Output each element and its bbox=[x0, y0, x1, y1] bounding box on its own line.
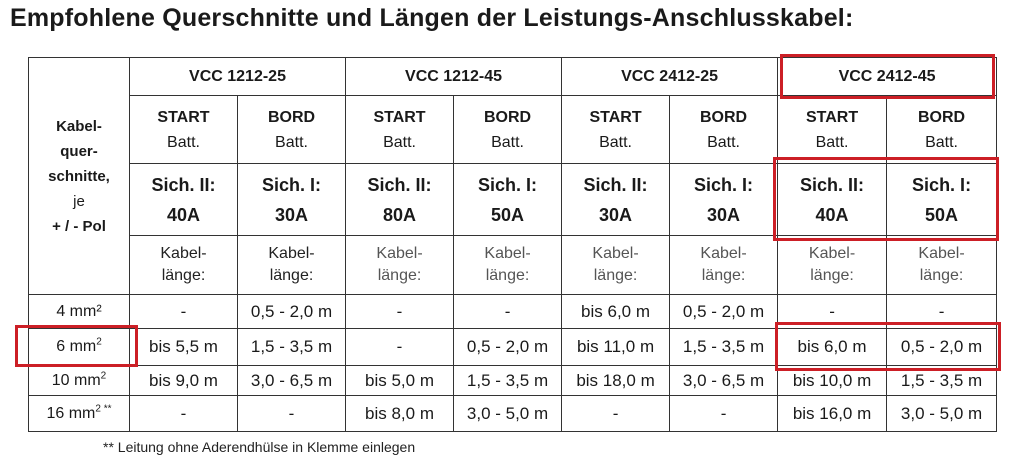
length-cell: bis 11,0 m bbox=[562, 329, 670, 366]
fuse-cell bbox=[887, 164, 997, 236]
length-header bbox=[887, 236, 997, 295]
length-label: länge: bbox=[701, 267, 746, 284]
length-label: Kabel- bbox=[376, 245, 423, 262]
length-cell: bis 6,0 m bbox=[778, 329, 887, 366]
length-cell: - bbox=[778, 295, 887, 329]
fuse-amp: 40A bbox=[166, 204, 201, 225]
fuse-amp: 50A bbox=[491, 204, 525, 225]
fuse-label: Sich. II: bbox=[367, 174, 432, 195]
cross-section-cell: 4 mm² bbox=[29, 295, 130, 329]
fuse-amp: 30A bbox=[274, 204, 309, 225]
battery-label: BORD bbox=[267, 108, 316, 126]
model-header: VCC 1212-25 bbox=[130, 58, 346, 96]
length-cell: bis 6,0 m bbox=[562, 295, 670, 329]
length-cell: 3,0 - 6,5 m bbox=[670, 366, 778, 396]
length-cell: - bbox=[130, 396, 238, 432]
length-cell: 1,5 - 3,5 m bbox=[238, 329, 346, 366]
length-header bbox=[130, 236, 238, 295]
table-row bbox=[29, 396, 997, 432]
fuse-label: Sich. I: bbox=[694, 174, 754, 195]
length-header bbox=[670, 236, 778, 295]
length-cell: 0,5 - 2,0 m bbox=[670, 295, 778, 329]
battery-sub: Batt. bbox=[599, 133, 632, 151]
cross-section-cell: 10 $mm^2$ bbox=[29, 366, 130, 396]
model-header: VCC 2412-25 bbox=[562, 58, 778, 96]
length-cell: 3,0 - 5,0 m bbox=[454, 396, 562, 432]
length-label: länge: bbox=[919, 267, 964, 284]
row-header-line: + / - Pol bbox=[52, 217, 106, 235]
battery-label: START bbox=[373, 108, 426, 126]
length-cell: - bbox=[238, 396, 346, 432]
length-cell: 3,0 - 6,5 m bbox=[238, 366, 346, 396]
battery-label: START bbox=[157, 108, 210, 126]
length-cell: 0,5 - 2,0 m bbox=[238, 295, 346, 329]
fuse-label: Sich. I: bbox=[912, 174, 972, 195]
length-cell: - bbox=[562, 396, 670, 432]
battery-header-start bbox=[778, 96, 887, 164]
battery-label: BORD bbox=[918, 108, 966, 126]
battery-header-start bbox=[130, 96, 238, 164]
row-header-line: schnitte, bbox=[48, 167, 110, 185]
length-header bbox=[454, 236, 562, 295]
battery-sub: Batt. bbox=[167, 133, 200, 151]
battery-sub: Batt. bbox=[491, 133, 524, 151]
table-row bbox=[29, 295, 997, 329]
length-header bbox=[238, 236, 346, 295]
fuse-amp: 40A bbox=[815, 204, 849, 225]
length-label: länge: bbox=[485, 267, 530, 284]
battery-sub: Batt. bbox=[815, 133, 849, 151]
fuse-label: Sich. I: bbox=[262, 174, 322, 195]
length-label: länge: bbox=[269, 267, 314, 284]
length-cell: 1,5 - 3,5 m bbox=[454, 366, 562, 396]
fuse-cell bbox=[238, 164, 346, 236]
model-header: VCC 1212-45 bbox=[346, 58, 562, 96]
length-header bbox=[562, 236, 670, 295]
fuse-amp: 30A bbox=[707, 204, 741, 225]
fuse-cell bbox=[670, 164, 778, 236]
length-cell: bis 10,0 m bbox=[778, 366, 887, 396]
length-cell: - bbox=[670, 396, 778, 432]
fuse-label: Sich. II: bbox=[800, 174, 865, 195]
length-label: Kabel- bbox=[700, 245, 747, 262]
length-label: Kabel- bbox=[808, 245, 856, 262]
battery-label: BORD bbox=[699, 108, 748, 126]
fuse-label: Sich. II: bbox=[583, 174, 648, 195]
length-label: Kabel- bbox=[484, 245, 531, 262]
battery-header-start bbox=[346, 96, 454, 164]
length-label: Kabel- bbox=[592, 245, 639, 262]
length-cell: 1,5 - 3,5 m bbox=[670, 329, 778, 366]
fuse-amp: 50A bbox=[925, 204, 959, 225]
length-cell: - bbox=[346, 329, 454, 366]
length-cell: - bbox=[130, 295, 238, 329]
length-cell: 0,5 - 2,0 m bbox=[887, 329, 997, 366]
battery-label: BORD bbox=[483, 108, 532, 126]
fuse-cell bbox=[454, 164, 562, 236]
length-cell: bis 5,5 m bbox=[130, 329, 238, 366]
fuse-amp: 30A bbox=[599, 204, 633, 225]
length-header bbox=[778, 236, 887, 295]
battery-sub: Batt. bbox=[383, 133, 416, 151]
fuse-amp: 80A bbox=[383, 204, 417, 225]
cable-table bbox=[28, 57, 996, 431]
length-header bbox=[346, 236, 454, 295]
battery-sub: Batt. bbox=[925, 133, 958, 151]
fuse-cell bbox=[130, 164, 238, 236]
fuse-cell bbox=[778, 164, 887, 236]
row-header-line: Kabel- bbox=[56, 117, 102, 135]
battery-header-bord bbox=[670, 96, 778, 164]
length-label: Kabel- bbox=[268, 245, 315, 262]
footnote: ** Leitung ohne Aderendhülse in Klemme einlegen bbox=[103, 439, 416, 455]
length-cell: bis 8,0 m bbox=[346, 396, 454, 432]
length-cell: bis 16,0 m bbox=[778, 396, 887, 432]
length-cell: - bbox=[454, 295, 562, 329]
fuse-cell bbox=[346, 164, 454, 236]
length-label: länge: bbox=[377, 267, 422, 284]
length-cell: - bbox=[887, 295, 997, 329]
length-label: Kabel- bbox=[160, 245, 207, 262]
table-row bbox=[29, 366, 997, 396]
row-header-line: quer- bbox=[60, 142, 98, 160]
length-cell: - bbox=[346, 295, 454, 329]
length-label: Kabel- bbox=[918, 245, 965, 262]
length-cell: 1,5 - 3,5 m bbox=[887, 366, 997, 396]
cross-section-header bbox=[29, 58, 130, 295]
battery-sub: Batt. bbox=[275, 133, 308, 151]
page-title: Empfohlene Querschnitte und Längen der Leistungs-Anschlusskabel: bbox=[10, 4, 854, 32]
model-header: VCC 2412-45 bbox=[778, 58, 997, 96]
length-cell: 3,0 - 5,0 m bbox=[887, 396, 997, 432]
length-label: länge: bbox=[161, 267, 206, 284]
length-cell: bis 5,0 m bbox=[346, 366, 454, 396]
length-label: länge: bbox=[810, 267, 854, 284]
battery-header-bord bbox=[238, 96, 346, 164]
cross-section-cell: 16 $mm^{2 **}$ bbox=[29, 396, 130, 432]
battery-header-start bbox=[562, 96, 670, 164]
battery-label: START bbox=[589, 108, 642, 126]
battery-label: START bbox=[805, 108, 859, 126]
table-row bbox=[29, 329, 997, 366]
length-cell: 0,5 - 2,0 m bbox=[454, 329, 562, 366]
length-cell: bis 18,0 m bbox=[562, 366, 670, 396]
fuse-cell bbox=[562, 164, 670, 236]
battery-sub: Batt. bbox=[707, 133, 740, 151]
fuse-label: Sich. II: bbox=[151, 174, 216, 195]
fuse-label: Sich. I: bbox=[478, 174, 538, 195]
length-cell: bis 9,0 m bbox=[130, 366, 238, 396]
battery-header-bord bbox=[887, 96, 997, 164]
cross-section-cell: 6 $mm^2$ bbox=[29, 329, 130, 366]
battery-header-bord bbox=[454, 96, 562, 164]
length-label: länge: bbox=[593, 267, 638, 284]
row-header-line: je bbox=[73, 192, 85, 210]
